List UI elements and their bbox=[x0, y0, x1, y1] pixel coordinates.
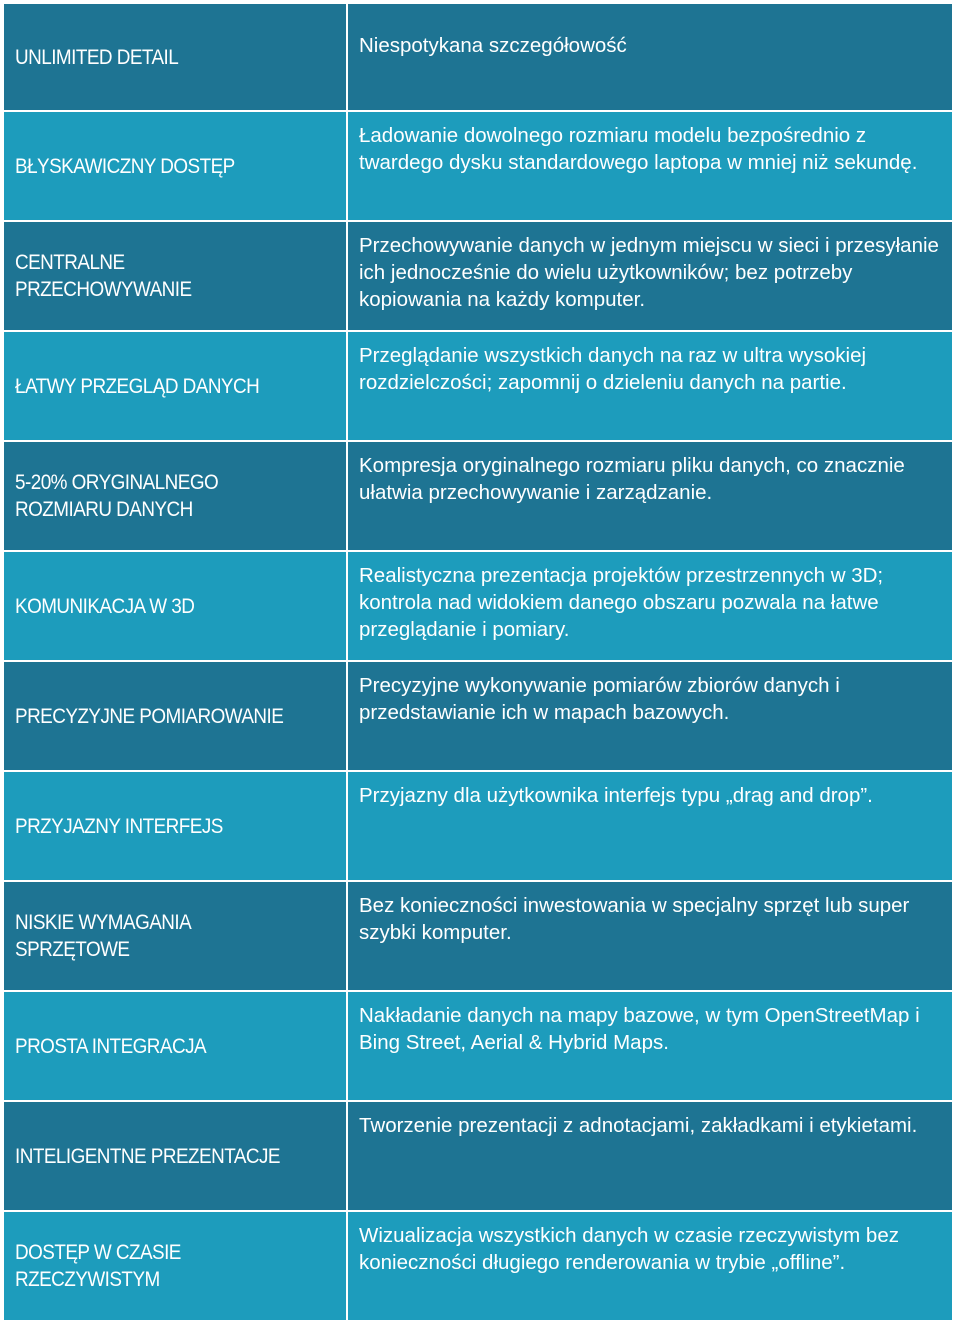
feature-description: Realistyczna prezentacja projektów przestrzennych w 3D; kontrola nad widokiem danego obszaru pozwala na łatwe przeglądanie i pomiary. bbox=[348, 552, 952, 660]
feature-name bbox=[4, 552, 346, 660]
feature-description: Przeglądanie wszystkich danych na raz w ultra wysokiej rozdzielczości; zapomnij o dzieleniu danych na partie. bbox=[348, 332, 952, 440]
feature-description: Przyjazny dla użytkownika interfejs typu „drag and drop”. bbox=[348, 772, 952, 880]
feature-label: CENTRALNE PRZECHOWYWANIE bbox=[15, 251, 192, 301]
feature-name bbox=[4, 1212, 346, 1320]
feature-label: PRECYZYJNE POMIAROWANIE bbox=[15, 704, 284, 728]
feature-name bbox=[4, 772, 346, 880]
feature-name bbox=[4, 992, 346, 1100]
feature-name bbox=[4, 1102, 346, 1210]
feature-label: UNLIMITED DETAIL bbox=[15, 45, 179, 69]
feature-label: PROSTA INTEGRACJA bbox=[15, 1034, 207, 1058]
feature-name bbox=[4, 4, 346, 110]
feature-label: 5-20% ORYGINALNEGO ROZMIARU DANYCH bbox=[15, 471, 219, 521]
feature-label: PRZYJAZNY INTERFEJS bbox=[15, 814, 223, 838]
feature-description: Kompresja oryginalnego rozmiaru pliku danych, co znacznie ułatwia przechowywanie i zarządzanie. bbox=[348, 442, 952, 550]
feature-name bbox=[4, 882, 346, 990]
feature-name bbox=[4, 332, 346, 440]
feature-description: Ładowanie dowolnego rozmiaru modelu bezpośrednio z twardego dysku standardowego laptopa w mniej niż sekundę. bbox=[348, 112, 952, 220]
feature-label: INTELIGENTNE PREZENTACJE bbox=[15, 1144, 280, 1168]
feature-name bbox=[4, 662, 346, 770]
feature-name bbox=[4, 222, 346, 330]
feature-label: KOMUNIKACJA W 3D bbox=[15, 594, 195, 618]
feature-label: NISKIE WYMAGANIA SPRZĘTOWE bbox=[15, 911, 191, 961]
feature-description: Precyzyjne wykonywanie pomiarów zbiorów danych i przedstawianie ich w mapach bazowych. bbox=[348, 662, 952, 770]
feature-name bbox=[4, 442, 346, 550]
feature-name bbox=[4, 112, 346, 220]
features-table bbox=[4, 4, 952, 1320]
feature-description: Tworzenie prezentacji z adnotacjami, zakładkami i etykietami. bbox=[348, 1102, 952, 1210]
feature-description: Przechowywanie danych w jednym miejscu w sieci i przesyłanie ich jednocześnie do wielu użytkowników; bez potrzeby kopiowania na każdy komputer. bbox=[348, 222, 952, 330]
feature-description: Niespotykana szczegółowość bbox=[348, 4, 952, 110]
feature-description: Bez konieczności inwestowania w specjalny sprzęt lub super szybki komputer. bbox=[348, 882, 952, 990]
feature-description: Wizualizacja wszystkich danych w czasie rzeczywistym bez konieczności długiego renderowania w trybie „offline”. bbox=[348, 1212, 952, 1320]
feature-label: BŁYSKAWICZNY DOSTĘP bbox=[15, 154, 235, 178]
feature-label: ŁATWY PRZEGLĄD DANYCH bbox=[15, 374, 260, 398]
feature-label: DOSTĘP W CZASIE RZECZYWISTYM bbox=[15, 1241, 181, 1291]
feature-description: Nakładanie danych na mapy bazowe, w tym OpenStreetMap i Bing Street, Aerial & Hybrid Maps. bbox=[348, 992, 952, 1100]
